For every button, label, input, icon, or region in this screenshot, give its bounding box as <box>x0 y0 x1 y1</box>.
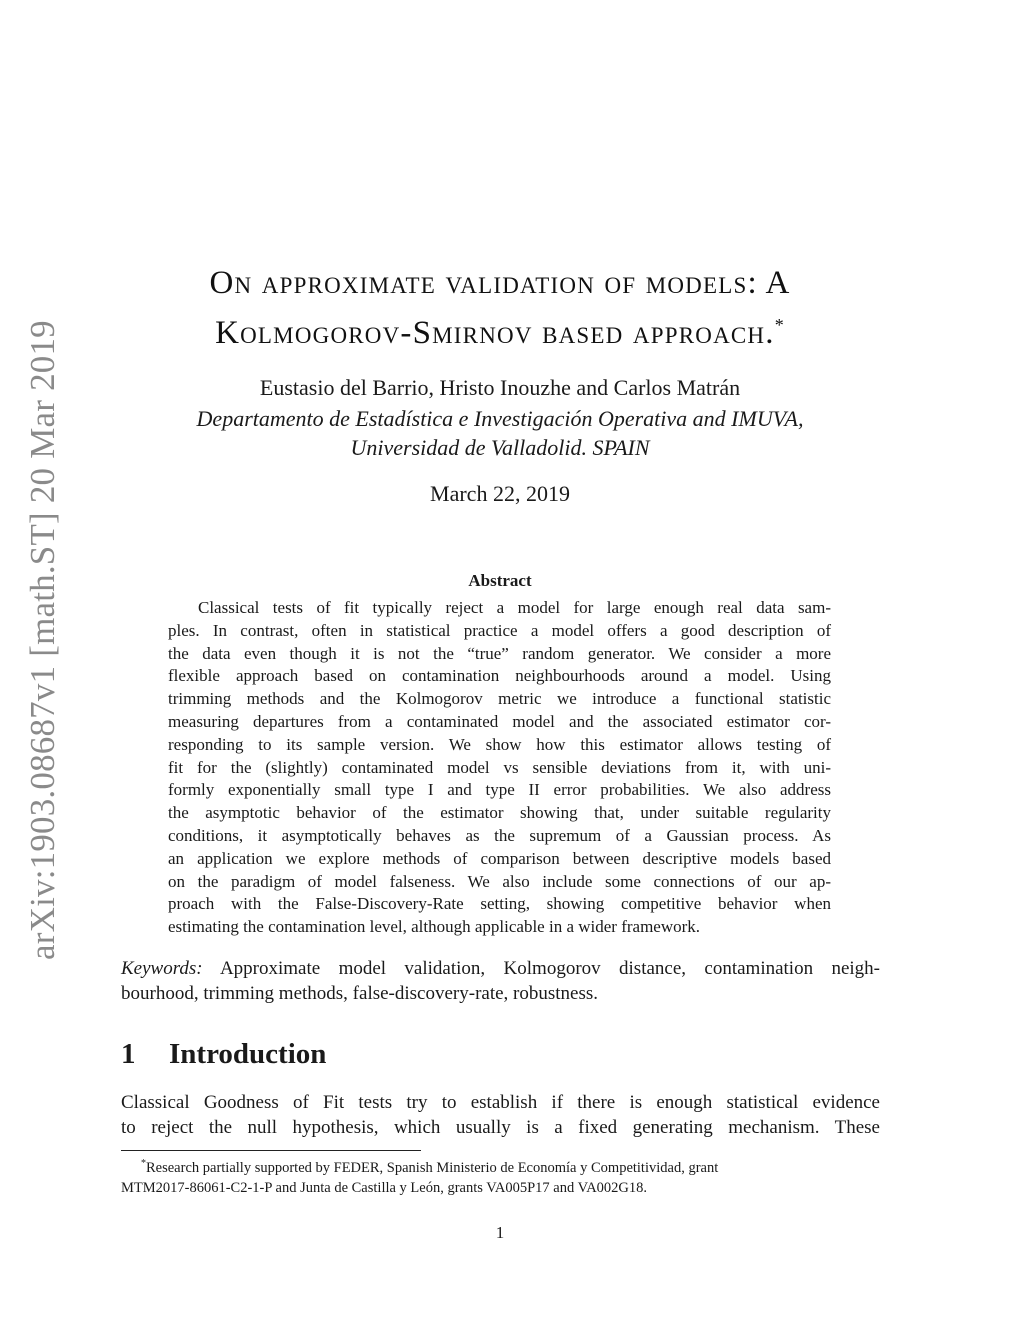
introduction-body <box>121 1090 880 1140</box>
affiliation-line-1: Departamento de Estadística e Investigación Operativa and IMUVA, <box>196 406 804 431</box>
abstract-line: the data even though it is not the “true” random generator. We consider a more <box>168 643 831 663</box>
section-title: Introduction <box>169 1038 327 1070</box>
keywords <box>121 956 880 1006</box>
arxiv-identifier-stamp: arXiv:1903.08687v1 [math.ST] 20 Mar 2019 <box>23 320 62 960</box>
abstract-line: an application we explore methods of comparison between descriptive models based <box>168 848 831 868</box>
footnote-line-1 <box>121 1154 880 1178</box>
section-number: 1 <box>121 1038 136 1070</box>
abstract-line: ples. In contrast, often in statistical practice a model offers a good description of <box>168 620 831 640</box>
title-line-2-text: Kolmogorov-Smirnov based approach. <box>215 315 775 351</box>
abstract-line: Classical tests of fit typically reject a model for large enough real data sam- <box>198 598 831 617</box>
footnote-line-2: MTM2017-86061-C2-1-P and Junta de Castilla y León, grants VA005P17 and VA002G18. <box>121 1179 648 1196</box>
footnote-divider <box>121 1150 421 1151</box>
abstract-line: trimming methods and the Kolmogorov metric we introduce a functional statistic <box>168 689 831 709</box>
page-number: 1 <box>495 1223 505 1242</box>
title-line-1: On approximate validation of models: A <box>209 265 791 301</box>
section-heading-introduction <box>121 1036 326 1072</box>
abstract-line: proach with the False-Discovery-Rate setting, showing competitive behavior when <box>168 894 831 914</box>
abstract-body <box>168 597 831 939</box>
abstract-line: formly exponentially small type I and type II error probabilities. We also address <box>168 780 831 800</box>
affiliation <box>100 404 900 462</box>
paper-title <box>100 262 900 354</box>
authors: Eustasio del Barrio, Hristo Inouzhe and Carlos Matrán <box>259 375 741 400</box>
title-line-2 <box>100 304 900 354</box>
keywords-line-1 <box>121 956 880 981</box>
abstract-line: on the paradigm of model falseness. We also include some connections of our ap- <box>168 871 831 891</box>
keywords-line-2: bourhood, trimming methods, false-discovery-rate, robustness. <box>121 983 599 1004</box>
intro-line: Classical Goodness of Fit tests try to establish if there is enough statistical evidence <box>121 1092 880 1113</box>
abstract-line: fit for the (slightly) contaminated model vs sensible deviations from it, with uni- <box>168 757 831 777</box>
abstract-heading: Abstract <box>468 571 532 590</box>
keywords-line-1-text: Approximate model validation, Kolmogorov distance, contamination neigh- <box>202 958 880 979</box>
abstract-line: measuring departures from a contaminated model and the associated estimator cor- <box>168 711 831 731</box>
footnote <box>121 1154 880 1198</box>
footnote-mark: * <box>141 1158 146 1169</box>
publication-date: March 22, 2019 <box>430 481 570 506</box>
title-footnote-mark: * <box>774 315 785 335</box>
abstract-line: responding to its sample version. We show how this estimator allows testing of <box>168 734 831 754</box>
keywords-label: Keywords: <box>121 958 203 979</box>
affiliation-line-2: Universidad de Valladolid. SPAIN <box>350 435 650 460</box>
footnote-line-1-text: Research partially supported by FEDER, Spanish Ministerio de Economía y Competitividad, grant <box>146 1159 719 1176</box>
intro-line: to reject the null hypothesis, which usually is a fixed generating mechanism. These <box>121 1117 880 1138</box>
abstract-line: flexible approach based on contamination neighbourhoods around a model. Using <box>168 666 831 686</box>
abstract-line: the asymptotic behavior of the estimator showing that, under suitable regularity <box>168 803 831 823</box>
abstract-line: conditions, it asymptotically behaves as the supremum of a Gaussian process. As <box>168 825 831 845</box>
abstract-line: estimating the contamination level, although applicable in a wider framework. <box>168 917 701 937</box>
